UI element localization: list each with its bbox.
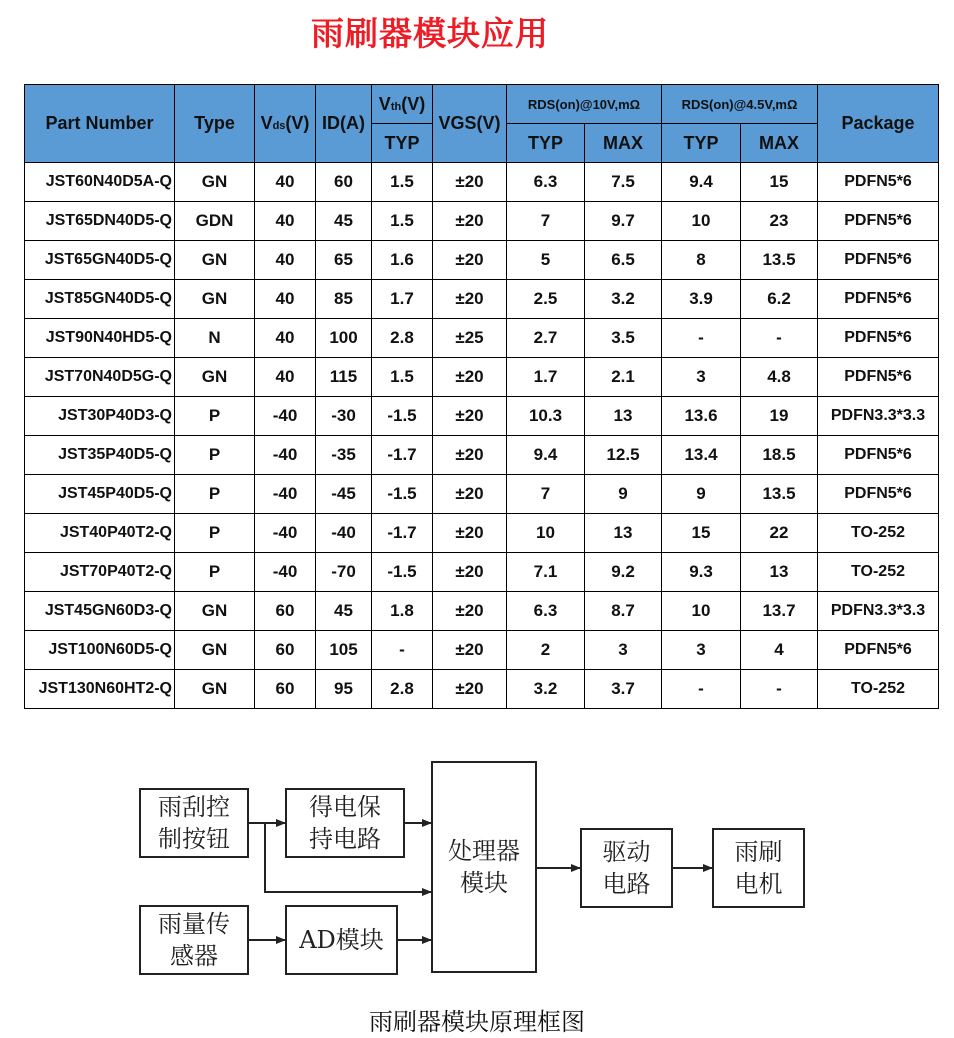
- table-cell: 1.5: [372, 358, 433, 397]
- rain-sensor-block: 雨量传 感器: [139, 905, 249, 975]
- mosfet-spec-table: [24, 84, 939, 709]
- table-cell: ±20: [433, 436, 507, 475]
- table-cell: -1.5: [372, 475, 433, 514]
- table-row: [25, 241, 939, 280]
- table-cell: ±20: [433, 592, 507, 631]
- table-cell: PDFN3.3*3.3: [818, 397, 939, 436]
- table-row: [25, 475, 939, 514]
- table-cell: -: [662, 670, 741, 709]
- page-title: 雨刷器模块应用: [311, 14, 549, 53]
- table-cell: 23: [741, 202, 818, 241]
- table-cell: 7.5: [585, 163, 662, 202]
- table-cell: 6.3: [507, 163, 585, 202]
- table-cell: 15: [662, 514, 741, 553]
- table-cell: -70: [316, 553, 372, 592]
- table-cell: 65: [316, 241, 372, 280]
- table-cell: 8: [662, 241, 741, 280]
- table-cell: 40: [255, 163, 316, 202]
- table-cell: 1.7: [372, 280, 433, 319]
- table-cell: 13.4: [662, 436, 741, 475]
- header-rds45-typ: TYP: [662, 124, 741, 163]
- table-row: [25, 592, 939, 631]
- table-cell: 2: [507, 631, 585, 670]
- table-cell: GN: [175, 631, 255, 670]
- table-row: [25, 319, 939, 358]
- table-cell: ±20: [433, 475, 507, 514]
- table-row: [25, 202, 939, 241]
- table-cell: 9.2: [585, 553, 662, 592]
- table-cell: 2.7: [507, 319, 585, 358]
- table-cell: JST70N40D5G-Q: [25, 358, 175, 397]
- table-cell: -: [741, 670, 818, 709]
- table-cell: 3.7: [585, 670, 662, 709]
- table-cell: P: [175, 553, 255, 592]
- table-cell: -35: [316, 436, 372, 475]
- table-cell: 2.8: [372, 670, 433, 709]
- table-cell: JST90N40HD5-Q: [25, 319, 175, 358]
- table-cell: ±20: [433, 202, 507, 241]
- table-cell: 7: [507, 475, 585, 514]
- table-cell: 13: [585, 514, 662, 553]
- table-cell: ±20: [433, 631, 507, 670]
- table-row: [25, 514, 939, 553]
- table-cell: 9.3: [662, 553, 741, 592]
- table-cell: 4.8: [741, 358, 818, 397]
- header-part-number: Part Number: [25, 85, 175, 163]
- table-cell: GN: [175, 670, 255, 709]
- table-cell: 19: [741, 397, 818, 436]
- table-row: [25, 631, 939, 670]
- table-cell: 10: [507, 514, 585, 553]
- table-cell: 3.5: [585, 319, 662, 358]
- table-cell: 1.5: [372, 202, 433, 241]
- table-cell: 100: [316, 319, 372, 358]
- table-cell: TO-252: [818, 670, 939, 709]
- table-cell: JST100N60D5-Q: [25, 631, 175, 670]
- table-cell: PDFN5*6: [818, 163, 939, 202]
- table-row: [25, 358, 939, 397]
- table-cell: 9.7: [585, 202, 662, 241]
- table-cell: 18.5: [741, 436, 818, 475]
- table-cell: PDFN3.3*3.3: [818, 592, 939, 631]
- table-cell: ±20: [433, 670, 507, 709]
- header-rds45-max: MAX: [741, 124, 818, 163]
- table-cell: 9: [585, 475, 662, 514]
- table-cell: -30: [316, 397, 372, 436]
- table-cell: 4: [741, 631, 818, 670]
- table-cell: 10: [662, 592, 741, 631]
- table-cell: 22: [741, 514, 818, 553]
- table-cell: -40: [255, 436, 316, 475]
- table-cell: ±20: [433, 358, 507, 397]
- table-cell: 7.1: [507, 553, 585, 592]
- table-cell: 40: [255, 319, 316, 358]
- header-package: Package: [818, 85, 939, 163]
- table-cell: PDFN5*6: [818, 241, 939, 280]
- table-row: [25, 436, 939, 475]
- table-cell: PDFN5*6: [818, 631, 939, 670]
- table-cell: 45: [316, 202, 372, 241]
- table-cell: -1.5: [372, 397, 433, 436]
- driver-block: 驱动 电路: [580, 828, 673, 908]
- header-rds-4-5v: RDS(on)@4.5V,mΩ: [662, 85, 818, 124]
- table-cell: GN: [175, 358, 255, 397]
- table-cell: -40: [255, 397, 316, 436]
- table-cell: 2.1: [585, 358, 662, 397]
- table-cell: GN: [175, 163, 255, 202]
- table-cell: GN: [175, 592, 255, 631]
- table-cell: -40: [255, 514, 316, 553]
- table-cell: 3.2: [585, 280, 662, 319]
- table-cell: 1.6: [372, 241, 433, 280]
- table-cell: -: [741, 319, 818, 358]
- table-cell: 8.7: [585, 592, 662, 631]
- header-vth-typ: TYP: [372, 124, 433, 163]
- table-cell: 3: [662, 358, 741, 397]
- table-cell: JST130N60HT2-Q: [25, 670, 175, 709]
- table-cell: 60: [316, 163, 372, 202]
- table-cell: GN: [175, 280, 255, 319]
- table-cell: P: [175, 475, 255, 514]
- table-cell: ±20: [433, 553, 507, 592]
- table-row: [25, 397, 939, 436]
- table-cell: JST30P40D3-Q: [25, 397, 175, 436]
- table-cell: 10.3: [507, 397, 585, 436]
- table-cell: TO-252: [818, 553, 939, 592]
- table-cell: PDFN5*6: [818, 202, 939, 241]
- table-cell: GDN: [175, 202, 255, 241]
- table-cell: 40: [255, 280, 316, 319]
- table-cell: 1.8: [372, 592, 433, 631]
- power-hold-block: 得电保 持电路: [285, 788, 405, 858]
- table-cell: 13.7: [741, 592, 818, 631]
- table-cell: -40: [316, 514, 372, 553]
- table-cell: 2.8: [372, 319, 433, 358]
- table-cell: 13: [741, 553, 818, 592]
- header-type: Type: [175, 85, 255, 163]
- header-rds10-typ: TYP: [507, 124, 585, 163]
- table-cell: 6.2: [741, 280, 818, 319]
- table-cell: 95: [316, 670, 372, 709]
- table-cell: GN: [175, 241, 255, 280]
- processor-block: 处理器 模块: [431, 761, 537, 973]
- table-cell: 3: [662, 631, 741, 670]
- table-cell: -1.7: [372, 514, 433, 553]
- table-cell: 1.7: [507, 358, 585, 397]
- table-cell: ±25: [433, 319, 507, 358]
- table-cell: JST35P40D5-Q: [25, 436, 175, 475]
- table-row: [25, 280, 939, 319]
- table-cell: 40: [255, 241, 316, 280]
- table-cell: 60: [255, 631, 316, 670]
- table-cell: 6.3: [507, 592, 585, 631]
- table-cell: TO-252: [818, 514, 939, 553]
- table-cell: 45: [316, 592, 372, 631]
- table-cell: 105: [316, 631, 372, 670]
- table-body: [25, 163, 939, 709]
- table-cell: -40: [255, 475, 316, 514]
- table-cell: ±20: [433, 514, 507, 553]
- table-cell: 6.5: [585, 241, 662, 280]
- block-diagram: [0, 745, 954, 985]
- table-cell: -: [372, 631, 433, 670]
- table-cell: 9.4: [507, 436, 585, 475]
- table-cell: ±20: [433, 397, 507, 436]
- table-cell: PDFN5*6: [818, 280, 939, 319]
- table-cell: -45: [316, 475, 372, 514]
- table-cell: P: [175, 436, 255, 475]
- table-cell: JST65DN40D5-Q: [25, 202, 175, 241]
- header-id: ID(A): [316, 85, 372, 163]
- table-cell: ±20: [433, 280, 507, 319]
- header-vds: Vds(V): [255, 85, 316, 163]
- table-cell: JST40P40T2-Q: [25, 514, 175, 553]
- table-cell: JST45P40D5-Q: [25, 475, 175, 514]
- table-cell: 13.6: [662, 397, 741, 436]
- table-cell: JST85GN40D5-Q: [25, 280, 175, 319]
- header-rds10-max: MAX: [585, 124, 662, 163]
- wiper-switch-block: 雨刮控 制按钮: [139, 788, 249, 858]
- table-cell: PDFN5*6: [818, 319, 939, 358]
- table-cell: 60: [255, 592, 316, 631]
- table-cell: -40: [255, 553, 316, 592]
- table-cell: 12.5: [585, 436, 662, 475]
- table-cell: PDFN5*6: [818, 436, 939, 475]
- table-cell: PDFN5*6: [818, 358, 939, 397]
- table-cell: 3.2: [507, 670, 585, 709]
- table-cell: 9: [662, 475, 741, 514]
- table-cell: 85: [316, 280, 372, 319]
- diagram-caption: 雨刷器模块原理框图: [369, 1008, 585, 1036]
- table-cell: JST60N40D5A-Q: [25, 163, 175, 202]
- table-row: [25, 670, 939, 709]
- table-cell: 7: [507, 202, 585, 241]
- table-row: [25, 553, 939, 592]
- table-cell: 3: [585, 631, 662, 670]
- table-cell: -1.7: [372, 436, 433, 475]
- table-cell: 2.5: [507, 280, 585, 319]
- ad-module-block: AD模块: [285, 905, 398, 975]
- table-cell: JST70P40T2-Q: [25, 553, 175, 592]
- table-cell: 15: [741, 163, 818, 202]
- table-cell: JST65GN40D5-Q: [25, 241, 175, 280]
- motor-block: 雨刷 电机: [712, 828, 805, 908]
- table-cell: 1.5: [372, 163, 433, 202]
- table-cell: 60: [255, 670, 316, 709]
- header-rds-10v: RDS(on)@10V,mΩ: [507, 85, 662, 124]
- table-cell: 40: [255, 358, 316, 397]
- table-cell: 9.4: [662, 163, 741, 202]
- table-cell: -1.5: [372, 553, 433, 592]
- table-cell: 5: [507, 241, 585, 280]
- table-cell: 40: [255, 202, 316, 241]
- table-cell: ±20: [433, 163, 507, 202]
- table-cell: 10: [662, 202, 741, 241]
- table-cell: N: [175, 319, 255, 358]
- table-cell: JST45GN60D3-Q: [25, 592, 175, 631]
- table-cell: P: [175, 514, 255, 553]
- table-row: [25, 163, 939, 202]
- table-cell: 13.5: [741, 241, 818, 280]
- table-cell: 13: [585, 397, 662, 436]
- table-cell: P: [175, 397, 255, 436]
- header-vgs: VGS(V): [433, 85, 507, 163]
- table-cell: PDFN5*6: [818, 475, 939, 514]
- header-vth: Vth(V): [372, 85, 433, 124]
- table-cell: 3.9: [662, 280, 741, 319]
- table-cell: ±20: [433, 241, 507, 280]
- table-cell: 115: [316, 358, 372, 397]
- table-cell: -: [662, 319, 741, 358]
- table-cell: 13.5: [741, 475, 818, 514]
